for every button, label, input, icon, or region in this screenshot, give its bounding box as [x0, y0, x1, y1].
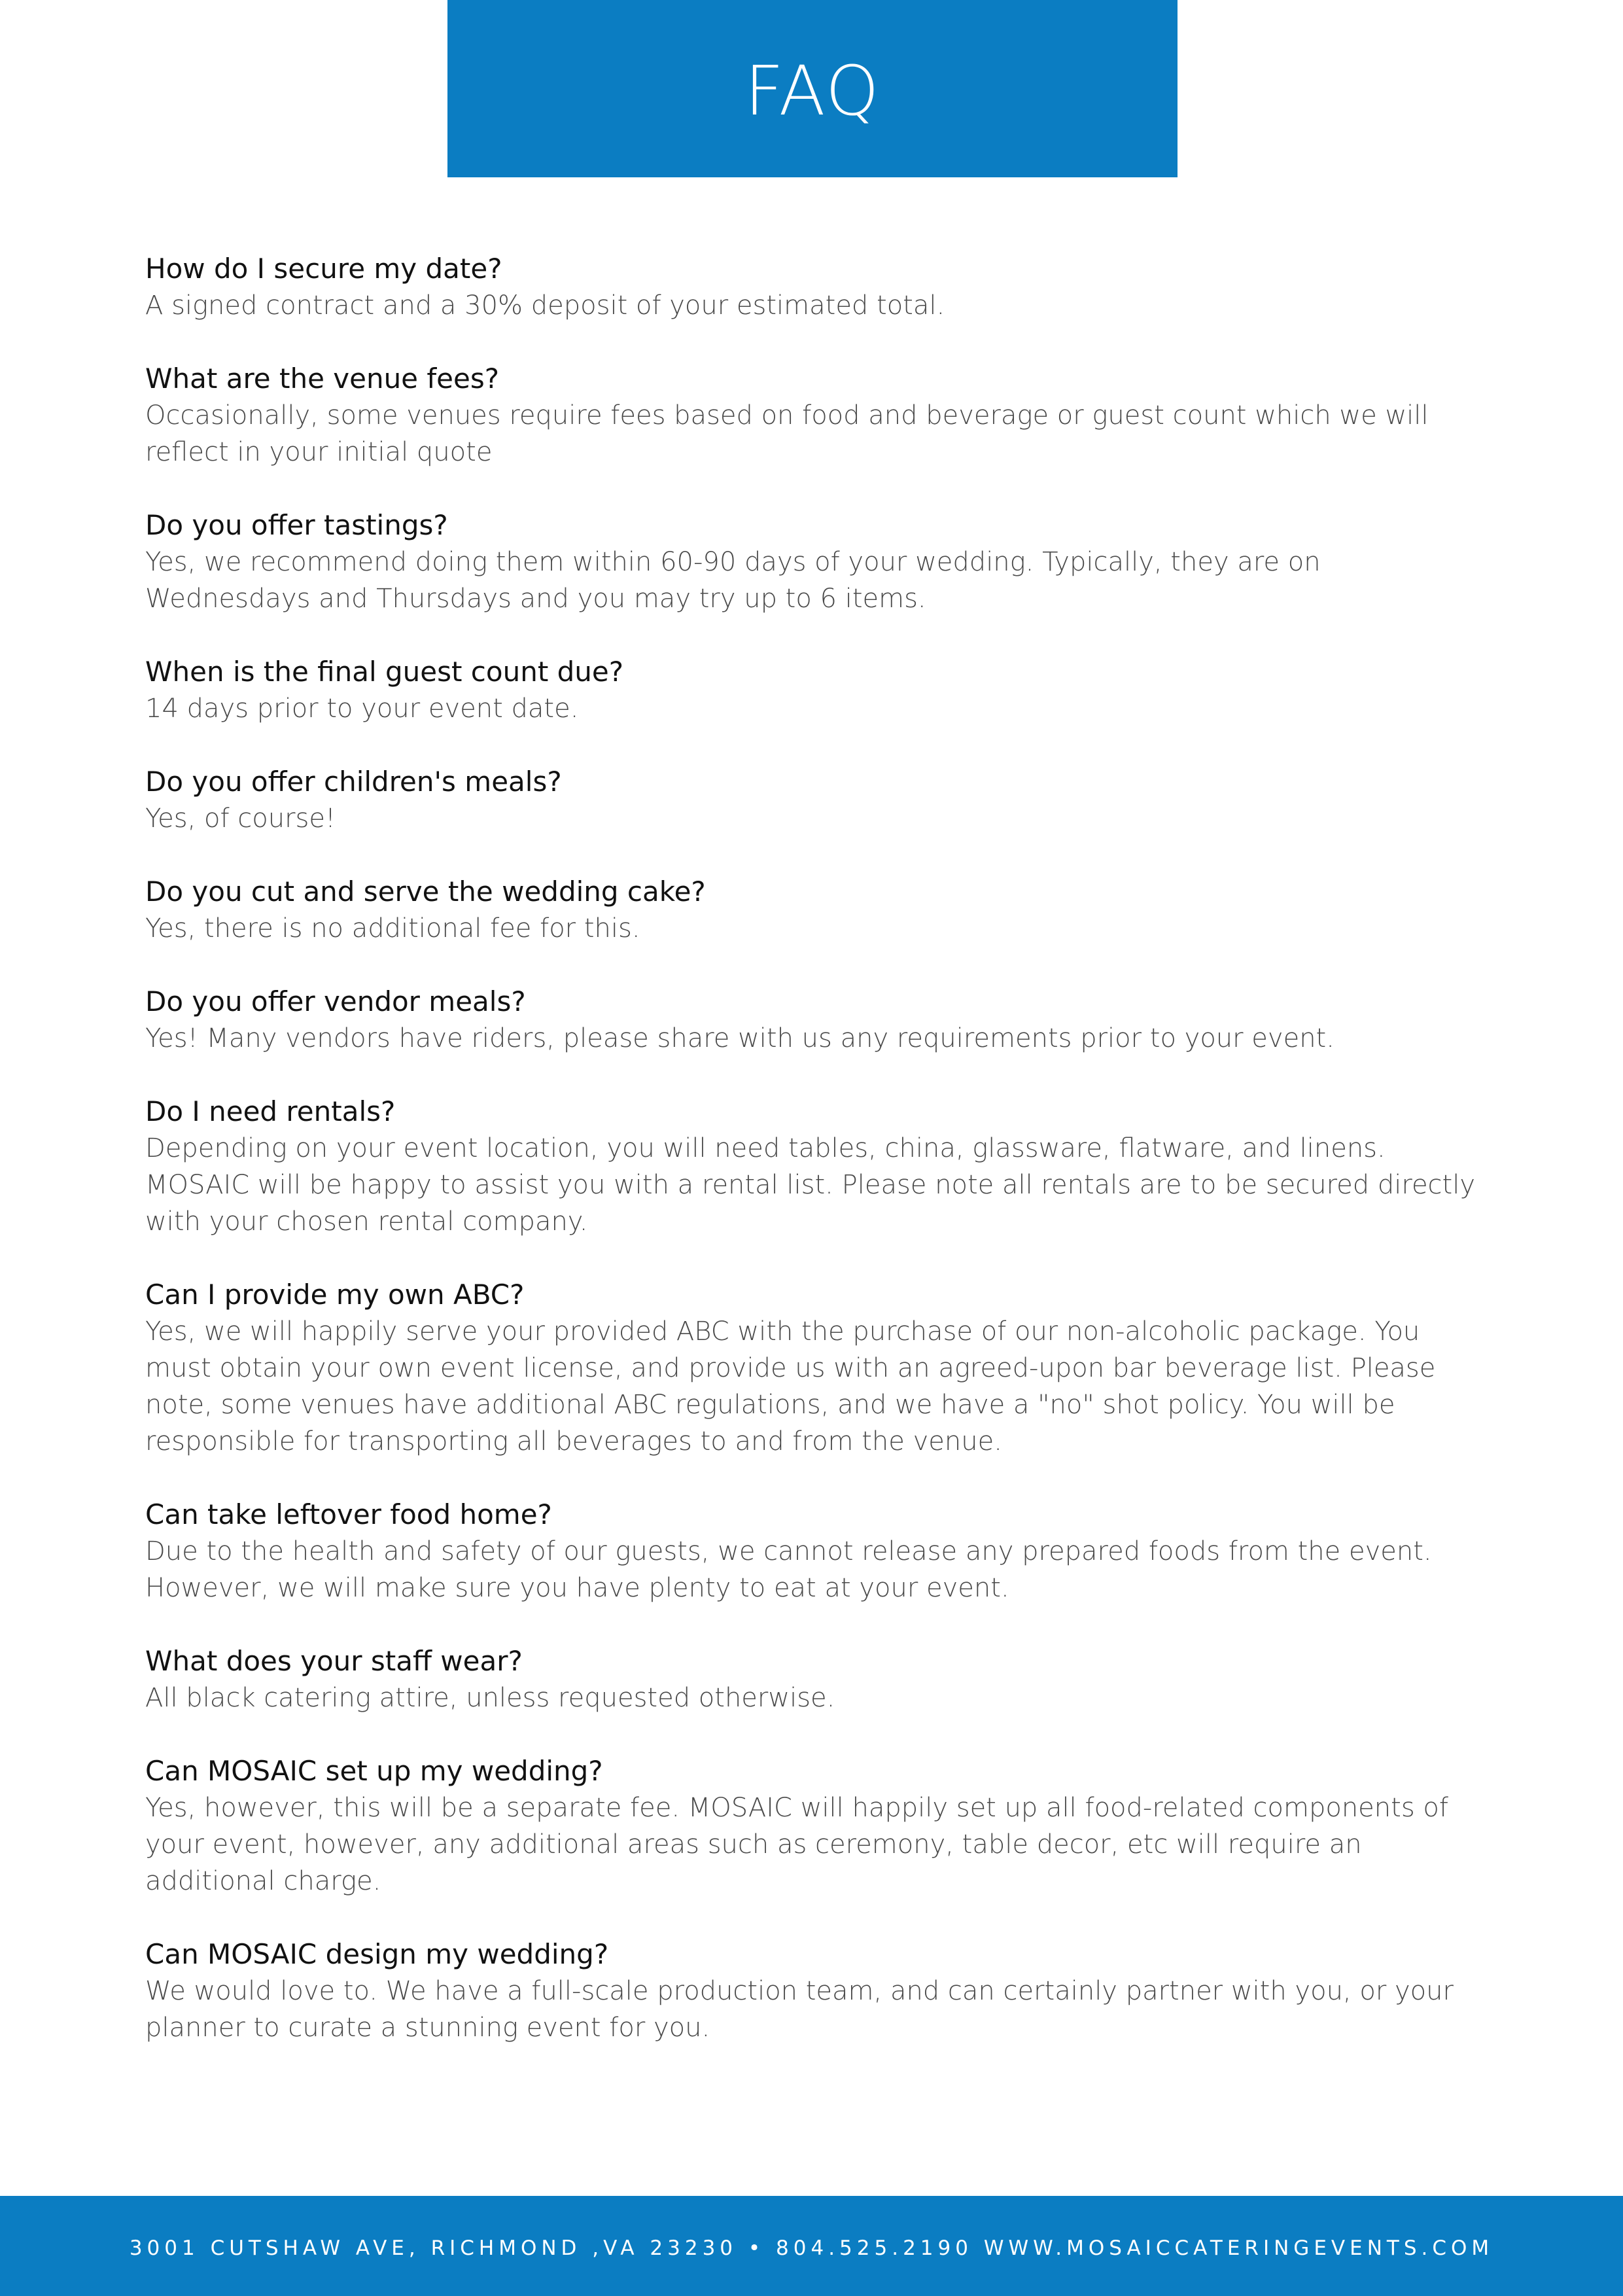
faq-answer: Yes, we recommend doing them within 60-90 days of your wedding. Typically, they are on Wednesdays and Thursdays and you may try up to 6 items.: [145, 547, 1321, 614]
faq-item: [145, 1643, 1493, 1716]
faq-answer: Depending on your event location, you will need tables, china, glassware, flatware, and linens. MOSAIC will be happy to assist you with a rental list. Please note all rentals are to be secured directly with your chosen rental company.: [145, 1133, 1476, 1237]
faq-answer: Yes! Many vendors have riders, please share with us any requirements prior to your event.: [145, 1023, 1335, 1053]
faq-answer: Yes, however, this will be a separate fee. MOSAIC will happily set up all food-related components of your event, however, any additional areas such as ceremony, table decor, etc will require an additional charge.: [145, 1793, 1448, 1896]
faq-item: [145, 654, 1493, 727]
faq-answer: A signed contract and a 30% deposit of your estimated total.: [145, 291, 945, 321]
page-title: FAQ: [744, 50, 881, 131]
faq-item: [145, 1496, 1493, 1606]
faq-answer: 14 days prior to your event date.: [145, 694, 579, 724]
faq-answer: All black catering attire, unless requested otherwise.: [145, 1683, 835, 1713]
footer-bar: [0, 2196, 1623, 2296]
faq-answer: We would love to. We have a full-scale production team, and can certainly partner with you, or your planner to curate a stunning event for you.: [145, 1976, 1454, 2043]
faq-item: [145, 507, 1493, 617]
faq-answer: Due to the health and safety of our guests, we cannot release any prepared foods from the event. However, we will make sure you have plenty to eat at your event.: [145, 1536, 1432, 1603]
faq-question: Can MOSAIC design my wedding?: [145, 1938, 609, 1970]
faq-question: When is the final guest count due?: [145, 656, 624, 688]
faq-list: [145, 251, 1493, 2083]
faq-item: [145, 1093, 1493, 1240]
header-banner: [447, 0, 1178, 177]
faq-item: [145, 1277, 1493, 1460]
faq-item: [145, 874, 1493, 947]
faq-answer: Yes, we will happily serve your provided ABC with the purchase of our non-alcoholic package. You must obtain your own event license, and provide us with an agreed-upon bar beverage list. Please note, some venues have additional ABC regulations, and we have a "no" shot policy. You will be responsible for transporting all beverages to and from the venue.: [145, 1316, 1436, 1457]
faq-item: [145, 1936, 1493, 2046]
faq-item: [145, 251, 1493, 324]
faq-question: Can take leftover food home?: [145, 1498, 552, 1530]
faq-question: Do you offer children's meals?: [145, 766, 562, 798]
faq-question: How do I secure my date?: [145, 253, 502, 285]
faq-item: [145, 764, 1493, 837]
faq-question: Do you offer tastings?: [145, 509, 448, 541]
faq-question: Do you cut and serve the wedding cake?: [145, 875, 706, 908]
faq-question: Can I provide my own ABC?: [145, 1279, 525, 1311]
faq-question: What does your staff wear?: [145, 1645, 523, 1677]
faq-item: [145, 983, 1493, 1057]
faq-answer: Yes, there is no additional fee for this.: [145, 913, 640, 944]
footer-contact: 3001 CUTSHAW AVE, RICHMOND ,VA 23230 • 804.525.2190 WWW.MOSAICCATERINGEVENTS.COM: [129, 2236, 1494, 2260]
faq-question: Do you offer vendor meals?: [145, 985, 526, 1017]
faq-item: [145, 361, 1493, 470]
faq-answer: Occasionally, some venues require fees based on food and beverage or guest count which we will reflect in your initial quote: [145, 400, 1429, 467]
faq-question: What are the venue fees?: [145, 362, 500, 395]
faq-question: Do I need rentals?: [145, 1095, 396, 1127]
faq-answer: Yes, of course!: [145, 804, 336, 834]
faq-question: Can MOSAIC set up my wedding?: [145, 1755, 603, 1787]
faq-item: [145, 1753, 1493, 1899]
